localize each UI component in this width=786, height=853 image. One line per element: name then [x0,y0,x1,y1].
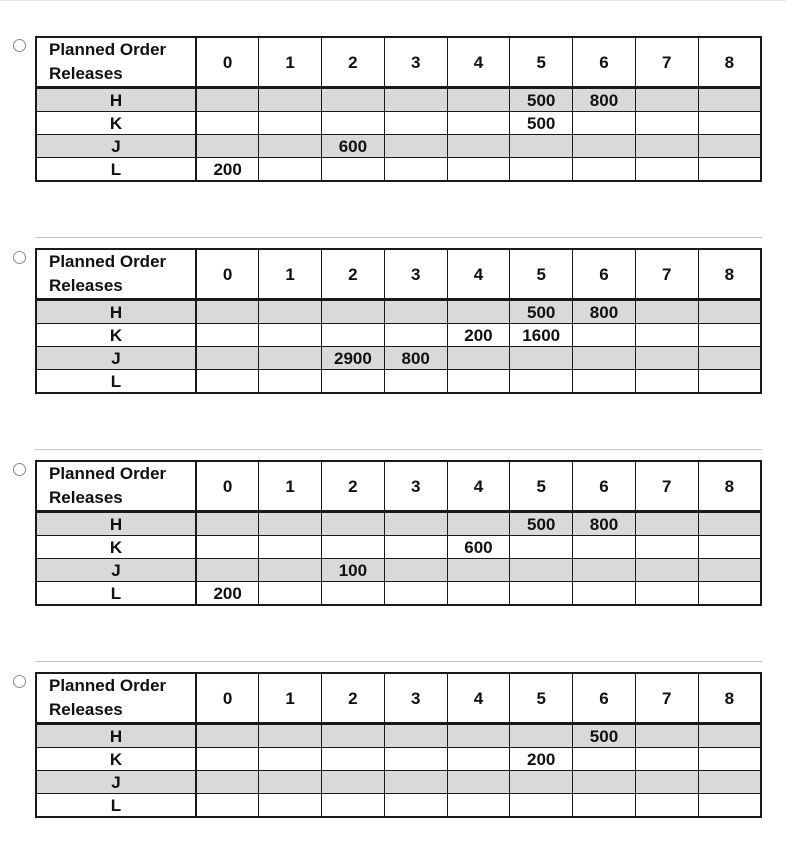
row-header-label [36,673,196,724]
row-header-line: Planned Order [49,252,167,271]
release-cell [635,88,698,112]
release-cell [698,135,761,158]
release-cell [196,748,259,771]
release-cell [573,135,636,158]
release-cell [196,559,259,582]
planned-order-releases-table [35,672,762,818]
table-row [36,748,761,771]
period-header: 1 [259,37,322,88]
release-cell [698,771,761,794]
period-header: 3 [384,37,447,88]
release-cell: 800 [573,512,636,536]
release-cell [635,300,698,324]
table-row [36,771,761,794]
period-header: 3 [384,461,447,512]
item-label: J [36,135,196,158]
release-cell [259,559,322,582]
row-header-label [36,249,196,300]
table-header-row [36,37,761,88]
release-cell [259,582,322,606]
release-cell [196,324,259,347]
release-cell [196,771,259,794]
release-cell: 2900 [322,347,385,370]
option-separator [35,661,762,662]
release-cell [635,771,698,794]
release-cell [447,300,510,324]
release-cell [698,536,761,559]
release-cell [384,300,447,324]
release-cell [698,300,761,324]
release-cell: 500 [510,112,573,135]
period-header: 0 [196,673,259,724]
release-cell [635,324,698,347]
table-row [36,135,761,158]
item-label: L [36,582,196,606]
period-header: 1 [259,673,322,724]
release-cell [322,582,385,606]
release-cell [196,300,259,324]
release-cell [384,135,447,158]
release-cell [698,512,761,536]
release-cell [573,559,636,582]
item-label: L [36,370,196,394]
option-radio-button[interactable] [13,463,26,476]
item-label: K [36,536,196,559]
release-cell [573,158,636,182]
release-cell [447,158,510,182]
period-header: 7 [635,673,698,724]
period-header: 7 [635,249,698,300]
item-label: L [36,158,196,182]
option-radio-button[interactable] [13,675,26,688]
period-header: 7 [635,461,698,512]
release-cell [259,347,322,370]
release-cell [322,794,385,818]
release-cell [447,88,510,112]
release-cell [196,724,259,748]
release-cell [698,112,761,135]
release-cell [447,582,510,606]
table-row [36,512,761,536]
release-cell [635,724,698,748]
item-label: H [36,300,196,324]
period-header: 5 [510,461,573,512]
release-cell [384,158,447,182]
release-cell [384,112,447,135]
release-cell [698,88,761,112]
release-cell [384,370,447,394]
table-row [36,112,761,135]
release-cell [322,536,385,559]
release-cell [635,536,698,559]
row-header-label [36,37,196,88]
release-cell: 600 [322,135,385,158]
release-cell [635,112,698,135]
row-header-line: Planned Order [49,40,167,59]
release-cell [384,88,447,112]
release-cell [259,135,322,158]
period-header: 2 [322,37,385,88]
option-separator [35,237,762,238]
release-cell [447,559,510,582]
release-cell [196,370,259,394]
period-header: 1 [259,461,322,512]
release-cell [510,158,573,182]
release-cell [322,370,385,394]
release-cell [322,724,385,748]
release-cell [573,794,636,818]
planned-order-releases-table [35,248,762,394]
period-header: 3 [384,673,447,724]
planned-order-releases-table [35,36,762,182]
release-cell [259,112,322,135]
release-cell [259,724,322,748]
release-cell [573,112,636,135]
release-cell [635,748,698,771]
release-cell: 1600 [510,324,573,347]
period-header: 7 [635,37,698,88]
row-header-line: Releases [49,276,123,295]
release-cell [384,324,447,347]
release-cell [447,112,510,135]
table-row [36,88,761,112]
release-cell [259,512,322,536]
release-cell [196,135,259,158]
row-header-line: Releases [49,488,123,507]
table-row [36,559,761,582]
release-cell [573,324,636,347]
release-cell [322,88,385,112]
option-radio-button[interactable] [13,251,26,264]
release-cell [196,512,259,536]
release-cell [573,536,636,559]
release-cell [573,347,636,370]
release-cell [510,370,573,394]
release-cell [698,724,761,748]
release-cell: 500 [510,300,573,324]
release-cell [510,794,573,818]
release-cell [384,724,447,748]
release-cell [259,324,322,347]
release-cell: 800 [573,300,636,324]
period-header: 0 [196,37,259,88]
release-cell [698,748,761,771]
item-label: H [36,512,196,536]
period-header: 0 [196,249,259,300]
release-cell [510,347,573,370]
release-cell [196,536,259,559]
release-cell [510,135,573,158]
release-cell [573,582,636,606]
item-label: J [36,347,196,370]
release-cell [259,748,322,771]
release-cell [635,370,698,394]
release-cell [510,582,573,606]
planned-order-releases-table [35,460,762,606]
release-cell: 500 [573,724,636,748]
release-cell [698,582,761,606]
release-cell [259,771,322,794]
item-label: J [36,559,196,582]
table-row [36,370,761,394]
release-cell [322,512,385,536]
release-cell [384,512,447,536]
top-divider [0,0,786,1]
release-cell [573,370,636,394]
release-cell [322,158,385,182]
release-cell [384,582,447,606]
release-cell: 100 [322,559,385,582]
period-header: 6 [573,37,636,88]
release-cell [635,512,698,536]
row-header-line: Releases [49,700,123,719]
period-header: 0 [196,461,259,512]
table-row [36,582,761,606]
release-cell [322,324,385,347]
release-cell [635,347,698,370]
release-cell [635,582,698,606]
table-header-row [36,461,761,512]
release-cell [259,88,322,112]
release-cell [510,771,573,794]
release-cell [259,536,322,559]
release-cell [447,370,510,394]
release-cell [573,748,636,771]
period-header: 1 [259,249,322,300]
release-cell [698,370,761,394]
release-cell [447,771,510,794]
release-cell [196,88,259,112]
release-cell [322,112,385,135]
release-cell [196,347,259,370]
release-cell [447,724,510,748]
release-cell [698,324,761,347]
release-cell [698,559,761,582]
table-header-row [36,249,761,300]
release-cell: 200 [447,324,510,347]
release-cell [447,512,510,536]
period-header: 6 [573,249,636,300]
release-cell [510,536,573,559]
period-header: 6 [573,673,636,724]
release-cell [196,112,259,135]
table-header-row [36,673,761,724]
period-header: 5 [510,37,573,88]
release-cell: 200 [196,158,259,182]
release-cell [322,300,385,324]
release-cell [698,158,761,182]
period-header: 8 [698,37,761,88]
period-header: 8 [698,673,761,724]
release-cell [635,158,698,182]
period-header: 8 [698,461,761,512]
release-cell [384,536,447,559]
release-cell [635,559,698,582]
release-cell [322,748,385,771]
table-row [36,536,761,559]
table-row [36,324,761,347]
row-header-line: Planned Order [49,464,167,483]
release-cell [447,347,510,370]
table-row [36,724,761,748]
release-cell [635,794,698,818]
period-header: 8 [698,249,761,300]
item-label: K [36,748,196,771]
release-cell [259,794,322,818]
item-label: L [36,794,196,818]
item-label: J [36,771,196,794]
release-cell [259,300,322,324]
release-cell: 200 [196,582,259,606]
release-cell: 800 [384,347,447,370]
release-cell: 500 [510,512,573,536]
period-header: 6 [573,461,636,512]
row-header-label [36,461,196,512]
period-header: 3 [384,249,447,300]
release-cell [384,771,447,794]
release-cell: 500 [510,88,573,112]
period-header: 2 [322,461,385,512]
release-cell [447,794,510,818]
row-header-line: Planned Order [49,676,167,695]
release-cell [384,748,447,771]
release-cell [698,794,761,818]
release-cell [698,347,761,370]
release-cell: 200 [510,748,573,771]
item-label: H [36,724,196,748]
release-cell [196,794,259,818]
release-cell: 800 [573,88,636,112]
release-cell [573,771,636,794]
period-header: 4 [447,461,510,512]
table-row [36,347,761,370]
period-header: 4 [447,673,510,724]
period-header: 2 [322,673,385,724]
release-cell [259,158,322,182]
item-label: K [36,112,196,135]
option-separator [35,449,762,450]
period-header: 2 [322,249,385,300]
release-cell [322,771,385,794]
release-cell [447,748,510,771]
period-header: 5 [510,249,573,300]
option-radio-button[interactable] [13,39,26,52]
row-header-line: Releases [49,64,123,83]
release-cell [259,370,322,394]
release-cell: 600 [447,536,510,559]
release-cell [635,135,698,158]
release-cell [384,559,447,582]
item-label: H [36,88,196,112]
release-cell [510,724,573,748]
period-header: 4 [447,249,510,300]
table-row [36,794,761,818]
period-header: 5 [510,673,573,724]
item-label: K [36,324,196,347]
table-row [36,158,761,182]
table-row [36,300,761,324]
release-cell [510,559,573,582]
period-header: 4 [447,37,510,88]
release-cell [384,794,447,818]
release-cell [447,135,510,158]
